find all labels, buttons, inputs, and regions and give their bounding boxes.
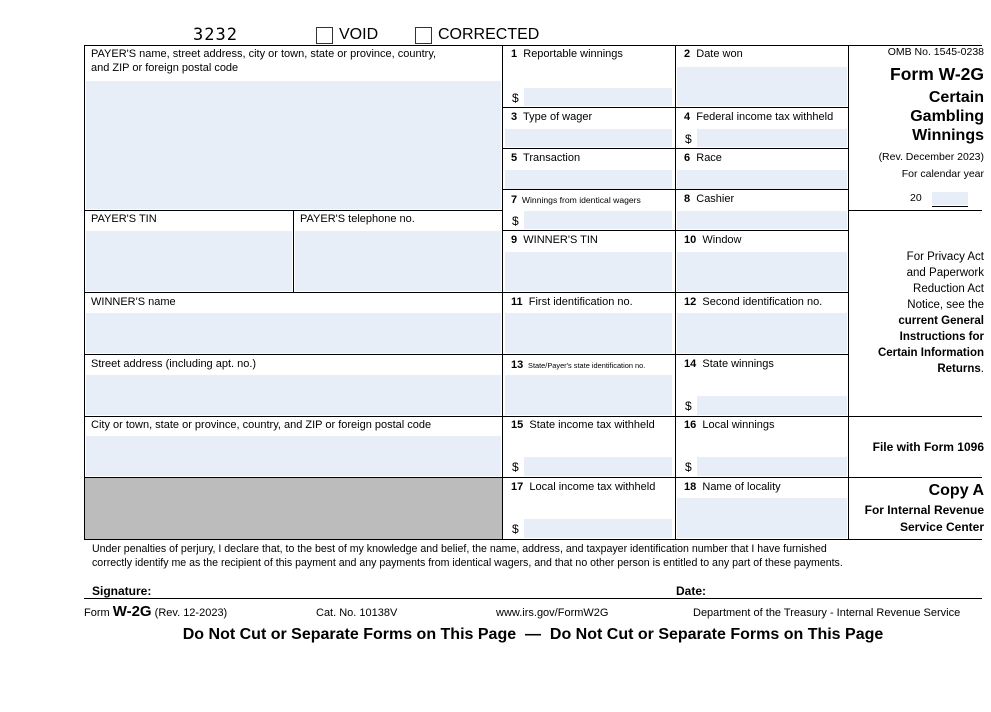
box8-field[interactable] <box>677 211 847 229</box>
street-label: Street address (including apt. no.) <box>91 358 257 370</box>
box7-field[interactable] <box>524 211 672 229</box>
revision-date: (Rev. December 2023) <box>878 151 984 163</box>
grid-sig-line <box>84 598 982 599</box>
omb-number: OMB No. 1545-0238 <box>887 46 984 58</box>
payer-phone-label: PAYER'S telephone no. <box>300 213 415 225</box>
box7-label: 7 Winnings from identical wagers <box>511 194 641 206</box>
box15-dollar: $ <box>512 460 519 474</box>
payer-tin-field[interactable] <box>86 231 292 291</box>
box6-field[interactable] <box>677 170 847 189</box>
grid-row-4b <box>848 210 982 211</box>
box12-field[interactable] <box>677 313 847 353</box>
grid-row-6 <box>84 292 848 293</box>
side-panel <box>849 45 984 180</box>
winner-name-field[interactable] <box>86 313 501 353</box>
box5-label: 5 Transaction <box>511 152 581 164</box>
grid-row-1 <box>502 107 848 108</box>
box17-label: 17 Local income tax withheld <box>511 481 656 493</box>
box11-label: 11 First identification no. <box>511 296 633 308</box>
box13-field[interactable] <box>505 375 672 415</box>
payer-name-label-1: PAYER'S name, street address, city or town, state or province, country, <box>91 48 437 60</box>
privacy-notice <box>849 249 984 377</box>
year-underline <box>932 206 968 207</box>
box2-label: 2 Date won <box>684 48 743 60</box>
footer-dept: Department of the Treasury - Internal Revenue Service <box>693 607 961 619</box>
box14-dollar: $ <box>685 399 692 413</box>
city-label: City or town, state or province, country, and ZIP or foreign postal code <box>91 419 432 431</box>
box7-dollar: $ <box>512 214 519 228</box>
winner-name-label: WINNER'S name <box>91 296 176 308</box>
grid-row-5 <box>502 230 848 231</box>
grid-row-3 <box>502 189 848 190</box>
calendar-year-label: For calendar year <box>901 168 984 180</box>
privacy-line-2: and Paperwork <box>906 267 984 279</box>
box14-field[interactable] <box>697 396 847 415</box>
box8-label: 8 Cashier <box>684 193 735 205</box>
grid-row-9 <box>84 477 982 478</box>
box10-field[interactable] <box>677 252 847 291</box>
footer-form-word: Form <box>84 607 110 619</box>
box5-field[interactable] <box>505 170 672 189</box>
void-checkbox[interactable] <box>316 27 333 44</box>
box11-field[interactable] <box>505 313 672 353</box>
privacy-line-5: current General <box>898 315 984 327</box>
footer-form-name: W-2G <box>112 603 152 620</box>
box3-field[interactable] <box>505 129 672 147</box>
footer-rev: (Rev. 12-2023) <box>154 607 228 619</box>
box16-field[interactable] <box>697 457 847 476</box>
box15-field[interactable] <box>524 457 672 476</box>
privacy-line-6: Instructions for <box>899 331 984 343</box>
copy-title: Copy A <box>928 482 984 499</box>
box1-field[interactable] <box>524 88 672 106</box>
box10-label: 10 Window <box>684 234 742 246</box>
privacy-line-3: Reduction Act <box>913 283 984 295</box>
title-line-2: Gambling <box>910 108 984 125</box>
corrected-label: CORRECTED <box>438 26 540 43</box>
void-label: VOID <box>339 26 379 43</box>
year-prefix: 20 <box>910 192 922 204</box>
box3-label: 3 Type of wager <box>511 111 593 123</box>
grid-row-2 <box>502 148 848 149</box>
city-field[interactable] <box>86 436 501 476</box>
grid-row-10 <box>84 539 982 540</box>
footer-cat: Cat. No. 10138V <box>316 607 398 619</box>
corrected-checkbox[interactable] <box>415 27 432 44</box>
footer-url[interactable]: www.irs.gov/FormW2G <box>496 607 609 619</box>
privacy-line-8: Returns. <box>937 363 984 375</box>
footer-form-id <box>84 603 227 620</box>
box17-dollar: $ <box>512 522 519 536</box>
payer-tin-label: PAYER'S TIN <box>91 213 157 225</box>
grid-row-8 <box>84 416 982 417</box>
box9-label: 9 WINNER'S TIN <box>511 234 598 246</box>
box18-label: 18 Name of locality <box>684 481 781 493</box>
year-field[interactable] <box>932 192 968 205</box>
perjury-line-1: Under penalties of perjury, I declare that, to the best of my knowledge and belief, the name, address, and taxpayer identification number that I have furnished <box>92 543 827 555</box>
payer-name-label-2: and ZIP or foreign postal code <box>91 62 239 74</box>
box13-label: 13 State/Payer's state identification no. <box>511 359 646 371</box>
title-line-1: Certain <box>928 89 984 106</box>
copy-sub-1: For Internal Revenue <box>864 503 984 517</box>
do-not-cut: Do Not Cut or Separate Forms on This Page — Do Not Cut or Separate Forms on This Page <box>182 626 884 643</box>
form-code: 3232 <box>193 25 238 45</box>
box2-field[interactable] <box>677 67 847 106</box>
privacy-line-1: For Privacy Act <box>906 251 984 263</box>
box16-label: 16 Local winnings <box>684 419 775 431</box>
grid-row-4 <box>84 210 502 211</box>
grid-payer-split <box>293 210 294 292</box>
box1-dollar: $ <box>512 91 519 105</box>
payer-name-field[interactable] <box>86 81 501 209</box>
shaded-area <box>84 478 502 539</box>
file-with-form: File with Form 1096 <box>872 440 984 454</box>
box1-label: 1 Reportable winnings <box>511 48 623 60</box>
box16-dollar: $ <box>685 460 692 474</box>
privacy-line-4: Notice, see the <box>907 299 984 311</box>
box14-label: 14 State winnings <box>684 358 774 370</box>
form-title: Form W-2G <box>890 64 984 84</box>
box18-field[interactable] <box>677 498 847 538</box>
box9-field[interactable] <box>505 252 672 291</box>
box4-dollar: $ <box>685 132 692 146</box>
date-label: Date: <box>676 584 707 598</box>
box6-label: 6 Race <box>684 152 722 164</box>
box4-label: 4 Federal income tax withheld <box>684 111 834 123</box>
signature-label: Signature: <box>92 584 152 598</box>
box4-field[interactable] <box>697 129 847 147</box>
box15-label: 15 State income tax withheld <box>511 419 655 431</box>
copy-sub-2: Service Center <box>899 520 984 534</box>
perjury-line-2: correctly identify me as the recipient of this payment and any payments from identical wagers, and that no other person is entitled to any part of these payments. <box>92 557 843 569</box>
privacy-line-7: Certain Information <box>877 347 984 359</box>
box17-field[interactable] <box>524 519 672 538</box>
title-line-3: Winnings <box>912 127 984 144</box>
copy-a-block <box>849 481 984 536</box>
box12-label: 12 Second identification no. <box>684 296 823 308</box>
grid-row-7 <box>84 354 848 355</box>
street-field[interactable] <box>86 375 501 415</box>
payer-phone-field[interactable] <box>295 231 501 291</box>
